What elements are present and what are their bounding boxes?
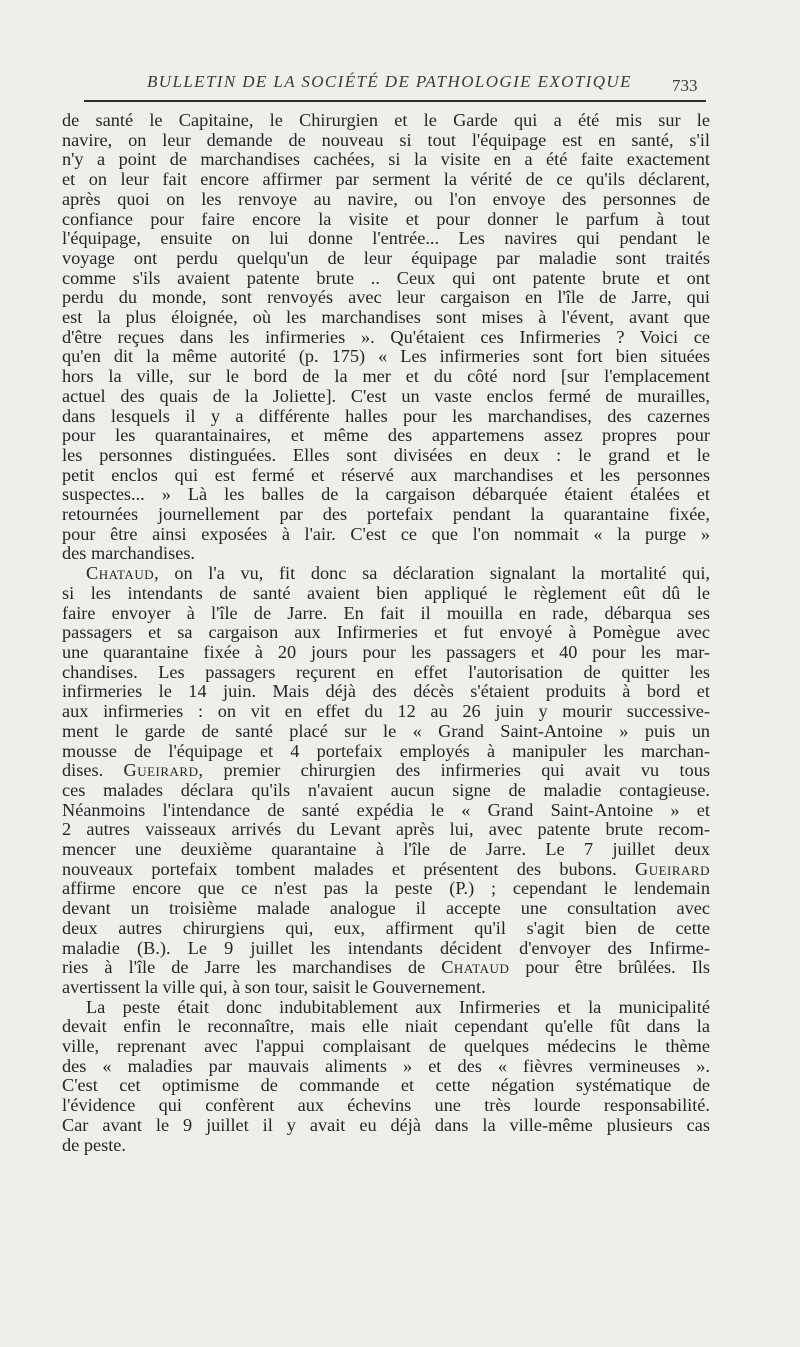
text-line: faire envoyer à l'île de Jarre. En fait il mouilla en rade, débarqua ses [62, 603, 710, 623]
text-line: La peste était donc indubitablement aux Infirmeries et la municipalité [86, 997, 710, 1017]
text-line: confiance pour faire encore la visite et pour donner le parfum à tout [62, 209, 710, 229]
text-line: de santé le Capitaine, le Chirurgien et le Garde qui a été mis sur le [62, 111, 710, 130]
header-rule [84, 100, 706, 102]
body-paragraph [62, 998, 710, 1156]
text-line: mousse de l'équipage et 4 portefaix employés à manipuler les marchan- [62, 741, 710, 761]
text-line: C'est cet optimisme de commande et cette négation systématique de [62, 1076, 710, 1096]
text-line: pour les quarantainaires, et même des appartemens assez propres pour [62, 426, 710, 446]
text-line: mencer une deuxième quarantaine à l'île de Jarre. Le 7 juillet deux [62, 840, 710, 860]
running-header: BULLETIN DE LA SOCIÉTÉ DE PATHOLOGIE EXOTIQUE [147, 72, 632, 91]
text-line: l'évidence qui confèrent aux échevins une très lourde responsabilité. [62, 1096, 710, 1116]
text-line: est la plus éloignée, où les marchandises sont mises à l'évent, avant que [62, 308, 710, 328]
text-line: retournées journellement par des portefaix pendant la quarantaine fixée, [62, 505, 710, 525]
body-paragraph [62, 564, 710, 997]
text-line: avertissent la ville qui, à son tour, saisit le Gouvernement. [62, 977, 486, 997]
text-line: Chataud, on l'a vu, fit donc sa déclaration signalant la mortalité qui, [86, 564, 710, 584]
text-line: d'être reçues dans les infirmeries ». Qu'étaient ces Infirmeries ? Voici ce [62, 327, 710, 347]
text-line: chandises. Les passagers reçurent en effet l'autorisation de quitter les [62, 662, 710, 682]
text-line: ries à l'île de Jarre les marchandises de Chataud pour être brûlées. Ils [62, 958, 710, 978]
text-line: maladie (B.). Le 9 juillet les intendants décident d'envoyer des Infirme- [62, 938, 710, 958]
text-line: hors la ville, sur le bord de la mer et du côté nord [sur l'emplacement [62, 367, 710, 387]
text-line: après quoi on les renvoye au navire, ou l'on envoye des personnes de [62, 189, 710, 209]
text-line: deux autres chirurgiens qui, eux, affirment qu'il s'agit bien de cette [62, 918, 710, 938]
text-line: voyage ont perdu quelqu'un de leur équipage par maladie sont traités [62, 248, 710, 268]
body-text [62, 111, 710, 1155]
text-line: de peste. [62, 1135, 126, 1155]
body-paragraph [62, 111, 710, 564]
text-line: 2 autres vaisseaux arrivés du Levant après lui, avec patente brute recom- [62, 820, 710, 840]
text-line: perdu du monde, sont renvoyés avec leur cargaison en l'île de Jarre, qui [62, 288, 710, 308]
text-line: comme s'ils avaient patente brute .. Ceux qui ont patente brute et ont [62, 268, 710, 288]
text-line: infirmeries le 14 juin. Mais déjà des décès s'étaient produits à bord et [62, 682, 710, 702]
page-number: 733 [672, 76, 698, 95]
text-line: petit enclos qui est fermé et réservé aux marchandises et les personnes [62, 465, 710, 485]
text-line: une quarantaine fixée à 20 jours pour les passagers et 40 pour les mar- [62, 642, 710, 662]
text-line: et on leur fait encore affirmer par serment la vérité de ce qu'ils déclarent, [62, 170, 710, 190]
text-line: nouveaux portefaix tombent malades et présentent des bubons. Gueirard [62, 859, 710, 879]
text-line: ces malades déclara qu'ils n'avaient aucun signe de maladie contagieuse. [62, 780, 710, 800]
text-line: devant un troisième malade analogue il accepte une consultation avec [62, 899, 710, 919]
text-line: des marchandises. [62, 544, 196, 564]
text-line: affirme encore que ce n'est pas la peste (P.) ; cependant le lendemain [62, 879, 710, 899]
text-line: les personnes distinguées. Elles sont divisées en deux : le grand et le [62, 445, 710, 465]
text-line: Car avant le 9 juillet il y avait eu déjà dans la ville-même plusieurs cas [62, 1115, 710, 1135]
text-line: pour être ainsi exposées à l'air. C'est ce que l'on nommait « la purge » [62, 524, 710, 544]
text-line: dises. Gueirard, premier chirurgien des infirmeries qui avait vu tous [62, 761, 710, 781]
text-line: des « maladies par mauvais aliments » et des « fièvres vermineuses ». [62, 1056, 710, 1076]
text-line: n'y a point de marchandises cachées, si la visite en a été faite exactement [62, 150, 710, 170]
text-line: navire, on leur demande de nouveau si tout l'équipage est en santé, s'il [62, 130, 710, 150]
text-line: si les intendants de santé avaient bien appliqué le règlement eût dû le [62, 583, 710, 603]
text-line: actuel des quais de la Joliette]. C'est un vaste enclos fermé de murailles, [62, 386, 710, 406]
text-line: aux infirmeries : on vit en effet du 12 au 26 juin y mourir successive- [62, 702, 710, 722]
text-line: suspectes... » Là les balles de la cargaison débarquée étaient étalées et [62, 485, 710, 505]
text-line: dans lesquels il y a différente halles pour les marchandises, des cazernes [62, 406, 710, 426]
text-line: l'équipage, ensuite on lui donne l'entrée... Les navires qui pendant le [62, 229, 710, 249]
text-line: qu'en dit la même autorité (p. 175) « Les infirmeries sont fort bien situées [62, 347, 710, 367]
text-line: ment le garde de santé placé sur le « Grand Saint-Antoine » puis un [62, 721, 710, 741]
text-line: ville, reprenant avec l'appui complaisant de quelques médecins le thème [62, 1037, 710, 1057]
text-line: devait enfin le reconnaître, mais elle niait cependant qu'elle fût dans la [62, 1017, 710, 1037]
text-line: Néanmoins l'intendance de santé expédia le « Grand Saint-Antoine » et [62, 800, 710, 820]
text-line: passagers et sa cargaison aux Infirmeries et fut envoyé à Pomègue avec [62, 623, 710, 643]
